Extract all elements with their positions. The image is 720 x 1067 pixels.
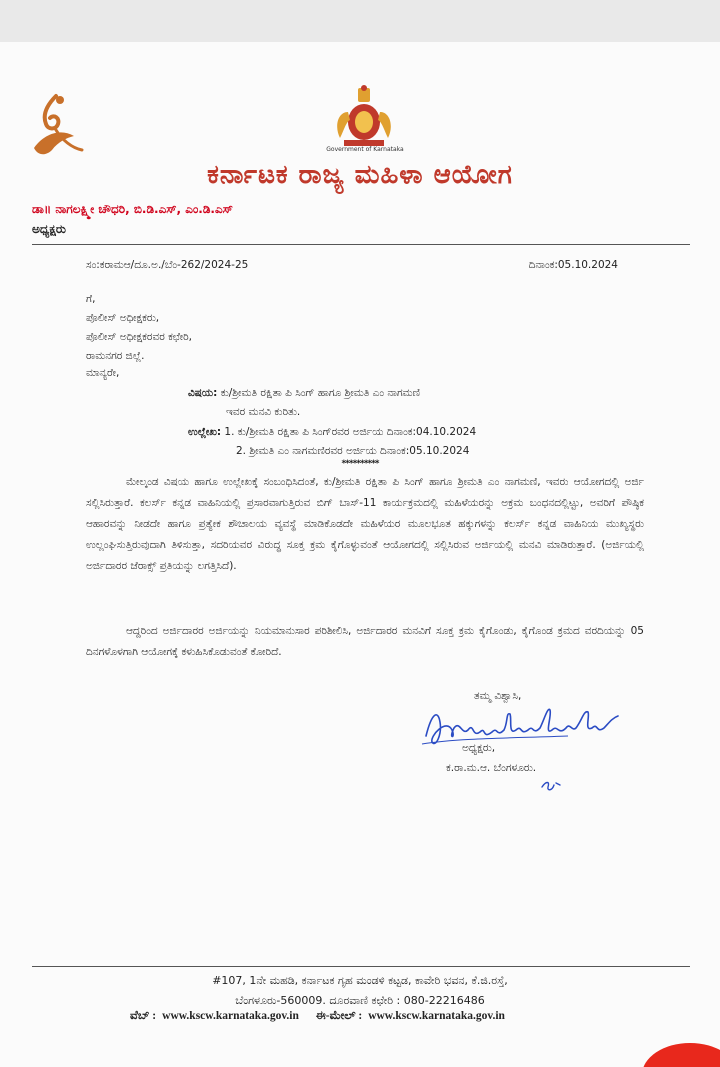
reference-item: 1. ಕು/ಶ್ರೀಮತಿ ರಕ್ಷಿತಾ ಪಿ ಸಿಂಗ್‌ರವರ ಅರ್ಜಿಯ ದಿನಾಂಕ:04.10.2024 xyxy=(224,426,477,438)
website-label: ವೆಬ್ : xyxy=(130,1010,157,1022)
address-line: ಬೆಂಗಳೂರು-560009. ದೂರವಾಣಿ ಕಛೇರಿ : 080-22216486 xyxy=(235,994,485,1007)
subject-text: ಕು/ಶ್ರೀಮತಿ ರಕ್ಷಿತಾ ಪಿ ಸಿಂಗ್ ಹಾಗೂ ಶ್ರೀಮತಿ ಎಂ ನಾಗಮಣಿ xyxy=(220,387,421,399)
commission-logo-icon xyxy=(26,90,86,160)
chairperson-role: ಅಧ್ಯಕ್ಷರು xyxy=(32,222,66,236)
recipient-line: ಪೊಲೀಸ್ ಅಧೀಕ್ಷಕರವರ ಕಛೇರಿ, xyxy=(86,331,192,343)
karnataka-emblem-icon xyxy=(328,82,400,152)
letter-date: ದಿನಾಂಕ:05.10.2024 xyxy=(528,259,618,271)
references-block xyxy=(188,423,476,461)
body-paragraph: ಆದ್ದರಿಂದ ಅರ್ಜಿದಾರರ ಅರ್ಜಿಯನ್ನು ನಿಯಮಾನುಸಾರ ಪರಿಶೀಲಿಸಿ, ಅರ್ಜಿದಾರರ ಮನವಿಗೆ ಸೂಕ್ತ ಕ್ರಮ ಕೈಗೊಂಡು, ಕೈಗೊಂಡ ಕ್ರಮದ ವರದಿಯನ್ನು 05 ದಿನಗಳೊಳಗಾಗಿ ಆಯೋಗಕ್ಕೆ ಕಳುಹಿಸಿಕೊಡುವಂತೆ ಕೋರಿದೆ. xyxy=(86,625,644,658)
subject-text-continued: ಇವರ ಮನವಿ ಕುರಿತು. xyxy=(226,406,301,418)
closing: ತಮ್ಮ ವಿಶ್ವಾಸಿ, xyxy=(474,690,522,702)
organization-title: ಕರ್ನಾಟಕ ರಾಜ್ಯ ಮಹಿಳಾ ಆಯೋಗ xyxy=(207,160,513,190)
recipient-line: ಗೆ, xyxy=(86,293,96,305)
corner-shape-icon xyxy=(600,1027,720,1067)
handwritten-initial xyxy=(540,779,562,793)
chairperson-name: ಡಾ॥ ನಾಗಲಕ್ಷ್ಮೀ ಚೌಧರಿ, ಬಿ.ಡಿ.ಎಸ್, ಎಂ.ಡಿ.ಎಸ್ xyxy=(32,202,233,216)
contact-line xyxy=(130,1010,511,1023)
subject-block xyxy=(188,384,420,422)
reference-item: 2. ಶ್ರೀಮತಿ ಎಂ ನಾಗಮಣಿರವರ ಅರ್ಜಿಯ ದಿನಾಂಕ:05.10.2024 xyxy=(236,445,470,457)
recipient-line: ಪೊಲೀಸ್ ಅಧೀಕ್ಷಕರು, xyxy=(86,312,160,324)
letter-page xyxy=(0,42,720,1067)
references-label: ಉಲ್ಲೇಖ: xyxy=(188,426,222,438)
body-paragraph: ಮೇಲ್ಕಂಡ ವಿಷಯ ಹಾಗೂ ಉಲ್ಲೇಖಕ್ಕೆ ಸಂಬಂಧಿಸಿದಂತೆ, ಕು/ಶ್ರೀಮತಿ ರಕ್ಷಿತಾ ಪಿ ಸಿಂಗ್ ಹಾಗೂ ಶ್ರೀಮತಿ ಎಂ ನಾಗಮಣಿ, ಇವರು ಆಯೋಗದಲ್ಲಿ ಅರ್ಜಿ ಸಲ್ಲಿಸಿರುತ್ತಾರೆ. ಕಲರ್ಸ್ ಕನ್ನಡ ವಾಹಿನಿಯಲ್ಲಿ ಪ್ರಸಾರವಾಗುತ್ತಿರುವ ಬಿಗ್ ಬಾಸ್-11 ಕಾರ್ಯಕ್ರಮದಲ್ಲಿ ಮಹಿಳೆಯರನ್ನು ಅಕ್ರಮ ಬಂಧನದಲ್ಲಿಟ್ಟು, ಅವರಿಗೆ ಪೌಷ್ಠಿಕ ಆಹಾರವನ್ನು ನೀಡದೇ ಹಾಗೂ ಪ್ರತ್ಯೇಕ ಶೌಚಾಲಯ ವ್ಯವಸ್ಥೆ ಮಾಡಿಕೊಡದೇ ಮಹಿಳೆಯರ ಮೂಲಭೂತ ಹಕ್ಕುಗಳನ್ನು ಕಲರ್ಸ್ ಕನ್ನಡ ವಾಹಿನಿಯ ಮುಖ್ಯಸ್ಥರು ಉಲ್ಲಂಘಿಸುತ್ತಿರುವುದಾಗಿ ತಿಳಿಸುತ್ತಾ, ಸದರಿಯವರ ವಿರುದ್ಧ ಸೂಕ್ತ ಕ್ರಮ ಕೈಗೊಳ್ಳುವಂತೆ ಆಯೋಗದಲ್ಲಿ ಸಲ್ಲಿಸಿರುವ ಅರ್ಜಿಯಲ್ಲಿ ಮನವಿ ಮಾಡಿರುತ್ತಾರೆ. (ಅರ್ಜಿಯಲ್ಲಿ ಅರ್ಜಿದಾರರ ಜೆರಾಕ್ಸ್ ಪ್ರತಿಯನ್ನು ಲಗತ್ತಿಸಿದೆ). xyxy=(86,476,644,572)
recipient-address xyxy=(86,290,192,366)
email-label: ಈ-ಮೇಲ್ : xyxy=(315,1010,363,1022)
emblem-caption: Government of Karnataka xyxy=(326,146,404,153)
subject-label: ವಿಷಯ: xyxy=(188,387,218,399)
handwritten-signature xyxy=(418,692,628,762)
separator: ********** xyxy=(341,459,379,469)
address-line: #107, 1ನೇ ಮಹಡಿ, ಕರ್ನಾಟಕ ಗೃಹ ಮಂಡಳಿ ಕಟ್ಟಡ, ಕಾವೇರಿ ಭವನ, ಕೆ.ಜಿ.ರಸ್ತೆ, xyxy=(212,974,508,987)
email-link[interactable]: www.kscw.karnataka.gov.in xyxy=(368,1010,505,1022)
footer-divider xyxy=(32,966,690,967)
header-divider xyxy=(32,244,690,245)
signer-organization: ಕ.ರಾ.ಮ.ಆ. ಬೆಂಗಳೂರು. xyxy=(446,762,537,774)
reference-number: ಸಂ:ಕರಾಮಆ/ದೂ.ಅ./ಬೆಂ-262/2024-25 xyxy=(86,259,249,271)
salutation: ಮಾನ್ಯರೇ, xyxy=(86,367,120,379)
website-link[interactable]: www.kscw.karnataka.gov.in xyxy=(162,1010,299,1022)
recipient-line: ರಾಮನಗರ ಜಿಲ್ಲೆ. xyxy=(86,350,145,362)
signer-role: ಅಧ್ಯಕ್ಷರು, xyxy=(462,742,496,754)
